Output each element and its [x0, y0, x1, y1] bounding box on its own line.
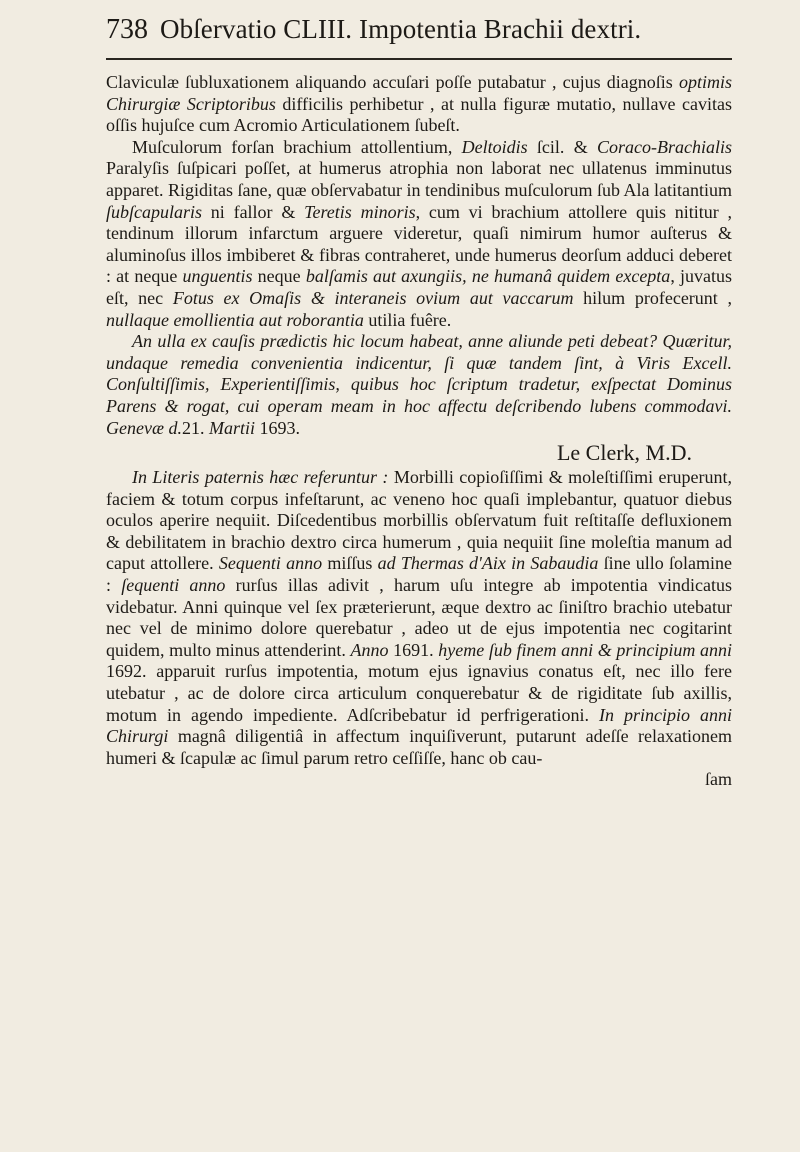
- italic-text-run: Sequenti anno: [218, 553, 323, 574]
- text-run: hilum profecerunt ,: [573, 287, 732, 308]
- italic-text-run: Deltoidis: [461, 136, 528, 157]
- paragraph-question: [106, 331, 732, 439]
- italic-text-run: Coraco-Brachialis: [597, 136, 732, 157]
- text-run: rurſus illas adivit , harum uſu integre ab impotentia vindicatus videbatur. Anni quinque vel ſex præterierunt, æque dextro ac ſiniſtro brachio utebatur nec vel de minimo dolore querebatur , adeo ut de ejus impotentia nec cogitarint quidem, multo minus attenderint.: [106, 575, 732, 660]
- catchword: ſam: [705, 769, 732, 790]
- text-run: , juvatus eſt, nec: [106, 266, 732, 308]
- italic-text-run: balſamis aut axungiis, ne humanâ quidem excepta: [305, 266, 671, 287]
- text-run: , cum vi brachium attollere quis nititur , tendinum illorum infarctum arguere videretur, quaſi nimirum humor auſterus & aluminoſus illos imbiberet & fibras contraheret, unde humerus deorſum adduci deberet : at neque: [106, 201, 733, 287]
- text-run: ſcil. &: [527, 136, 597, 157]
- text-run: 1693.: [259, 417, 300, 438]
- text-run: ni fallor &: [202, 201, 305, 222]
- italic-text-run: Martii: [204, 417, 260, 438]
- italic-text-run: In Literis paternis hæc referuntur :: [132, 467, 394, 488]
- italic-text-run: unguentis: [182, 266, 253, 287]
- text-run: Muſculorum forſan brachium attollentium,: [132, 136, 462, 157]
- text-run: 1692. apparuit rurſus impotentia, motum ejus ignavius conatus eſt, nec illo fere utebatur , ac de dolore circa articulum conquerebatur & de rigiditate ſub axillis, motum in agendo impediente. Adſcribebatur id perfrigerationi.: [106, 661, 732, 725]
- running-title: Obſervatio CLIII. Impotentia Brachii dextri.: [160, 14, 642, 44]
- italic-text-run: Fotus ex Omaſis & interaneis ovium aut vaccarum: [172, 287, 574, 308]
- italic-text-run: optimis Chirurgiæ Scriptoribus: [106, 72, 732, 114]
- italic-text-run: Anno: [350, 639, 389, 660]
- text-run: Paralyſis ſuſpicari poſſet, at humerus atrophia non laborat nec ullatenus imminutus apparet. Rigiditas ſane, quæ obſervabatur in tendinibus muſculorum ſub Ala latitantium: [106, 158, 732, 200]
- italic-text-run: nullaque emollientia aut roborantia: [106, 309, 364, 330]
- text-run: 21.: [181, 417, 205, 438]
- italic-text-run: ſubſcapularis: [106, 201, 203, 222]
- text-run: magnâ diligentiâ in affectum inquiſiverunt, putarunt adeſſe relaxationem humeri & ſcapulæ ac ſimul parum retro ceſſiſſe, hanc ob cau-: [106, 726, 732, 768]
- text-run: neque: [252, 266, 306, 287]
- italic-text-run: In principio anni Chirurgi: [106, 704, 732, 747]
- italic-text-run: hyeme ſub finem anni & principium anni: [438, 639, 733, 660]
- page-header: [106, 14, 732, 60]
- italic-text-run: An ulla ex cauſis prædictis hic locum habeat, anne aliunde peti debeat? Quæritur, undaque remedia convenientia indicentur, ſi quæ tandem ſint, à Viris Excell. Conſultiſſimis, Experientiſſimis, quibus hoc ſcriptum tradetur, exſpectat Dominus Parens & rogat, cui operam meam in hoc affectu deſcribendo lubens commodavi. Genevæ d.: [106, 331, 732, 438]
- paragraph-muscles: [106, 137, 732, 331]
- text-run: ſine ullo ſolamine :: [106, 553, 732, 596]
- text-run: Claviculæ ſubluxationem aliquando accuſari poſſe putabatur , cujus diagnoſis: [106, 72, 679, 92]
- paragraph-clavicle: [106, 72, 732, 137]
- page-number: 738: [106, 14, 148, 45]
- text-run: Morbilli copioſiſſimi & moleſtiſſimi eruperunt, faciem & totum corpus infeſtarunt, ac veneno hoc quaſi implebantur, quatuor diebus oculos aperire nequiit. Diſcedentibus morbillis obſervatum fuit reſtitaſſe defluxionem & debilitatem in brachio dextro circa humerum , quia nequiit ſine moleſtia manum ad caput attollere.: [106, 467, 733, 574]
- text-run: 1691.: [388, 639, 439, 660]
- text-run: difficilis perhibetur , at nulla figuræ mutatio, nullave cavitas oſſis hujuſce cum Acromio Articulationem ſubeſt.: [106, 93, 732, 136]
- italic-text-run: ad Thermas d'Aix in Sabaudia: [377, 553, 599, 574]
- italic-text-run: ſequenti anno: [121, 575, 226, 596]
- text-run: utilia fuêre.: [363, 309, 452, 330]
- signature: Le Clerk, M.D.: [556, 440, 692, 466]
- italic-text-run: Teretis minoris: [304, 201, 416, 222]
- paragraph-letters: [106, 467, 732, 769]
- body-text: [106, 72, 732, 791]
- text-run: miſſus: [322, 553, 378, 574]
